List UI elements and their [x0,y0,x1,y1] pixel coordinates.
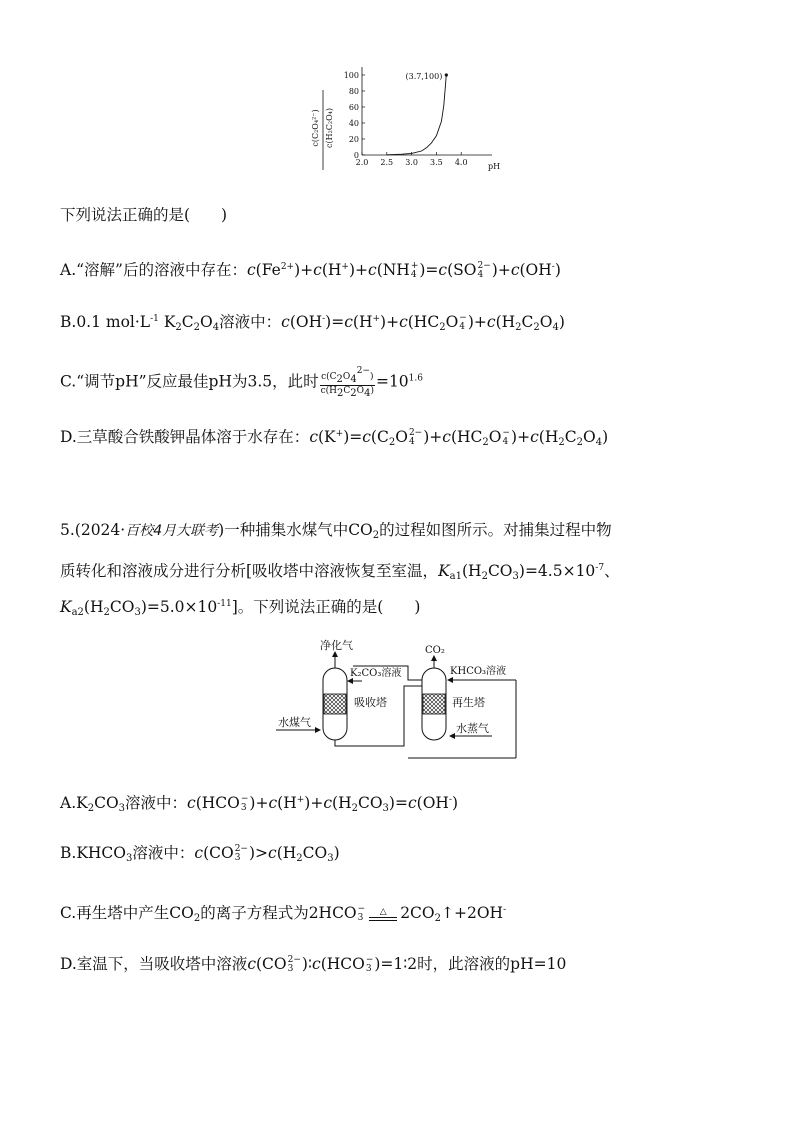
chart-x-tick-label: 2.5 [380,158,394,167]
chart-x-tick-label: 3.5 [430,158,443,167]
q5-option-c: C.再生塔中产生$CO_2$的离子方程式为2HCO − 3 △ $2CO_2↑+2OH^-$ [60,904,507,924]
regenerator-tower [422,668,446,740]
q4-stem: 下列说法正确的是( ) [60,206,228,224]
q5-stem-line2: 质转化和溶液成分进行分析[吸收塔中溶液恢复至室温，$K_{a1}(H_2CO_3)=4.5\times 10^{-7}$、 [60,562,620,582]
chart-x-tick-label: 2.0 [355,158,369,167]
q5-stem-line1: 5.(2024·百校4月大联考)一种捕集水煤气中$CO_2$的过程如图所示。对捕集过程中物 [60,521,612,541]
label-co2: CO₂ [425,645,445,656]
label-steam: 水蒸气 [456,722,489,735]
q5-stem-line3: $K_{a2}(H_2CO_3)=5.0\times 10^{-11}$]。下列说法正确的是( ) [60,598,421,618]
chart-y-tick-label: 20 [348,135,359,144]
label-khco3: KHCO₃溶液 [450,666,507,677]
chart-y-tick-label: 40 [348,119,359,128]
chart-xlabel: pH [488,162,500,171]
chart-ylabel-top: c(C₂O₄²⁻) [311,109,320,147]
chart-y-tick-label: 0 [353,151,359,160]
label-absorber: 吸收塔 [354,696,387,709]
q5-option-d: D.室温下，当吸收塔中溶液c(CO 2− 3 )∶c(HCO − 3 )=1∶2时，此溶液的pH=10 [60,955,567,974]
label-regenerator: 再生塔 [452,696,485,709]
q4-option-c: C.“调节pH”反应最佳pH为3.5，此时 $\frac{c(C_2O_4^{2-})}{c(H_2C_2O_4)}$ $=10^{1.6}$ [60,366,423,399]
chart-series-line [387,75,447,155]
q5-option-b: $B.KHCO_3$溶液中：c(CO 2− 3 )$>c(H_2CO_3)$ [60,844,340,864]
chart-x-tick-label: 4.0 [454,158,468,167]
ph-ratio-chart [300,58,500,178]
chart-ylabel-bottom: c(H₂C₂O₄) [325,108,334,148]
q4-option-a: A.“溶解”后的溶液中存在：$c(Fe^{2+})+c(H^+)+c(NH$ + 4 )=c(SO 2− 4 )+c(OH-) [60,261,561,280]
chart-x-tick-label: 3.0 [405,158,418,167]
q4-option-d: D.三草酸合铁酸钾晶体溶于水存在：$c(K^+)=c(C_2O$ 2− 4 )$+c(HC_2O$ − 4 )$+c(H_2C_2O_4)$ [60,428,609,448]
q4-option-b: B.0.1 $mol\cdot L^{-1}$ $K_2C_2O_4$溶液中：$c(OH^-)=c(H^+)+c(HC_2O$ − 4 )$+c(H_2C_2O_4)$ [60,313,565,333]
chart-y-tick-label: 100 [343,71,359,80]
chart-end-point [445,73,448,76]
q5-option-a: $A.K_2CO_3$溶液中：c(HCO − 3 )$+c(H^+)+c(H_2CO_3)=c(OH^-)$ [60,794,459,814]
absorber-tower [323,668,347,740]
label-out-gas: 净化气 [320,639,353,652]
label-water-gas: 水煤气 [278,716,311,729]
label-k2co3: K₂CO₃溶液 [350,668,402,679]
chart-y-tick-label: 80 [348,87,359,96]
chart-y-tick-label: 60 [348,103,359,112]
chart-annotation: (3.7,100) [405,72,443,81]
capture-process-diagram [270,636,530,766]
